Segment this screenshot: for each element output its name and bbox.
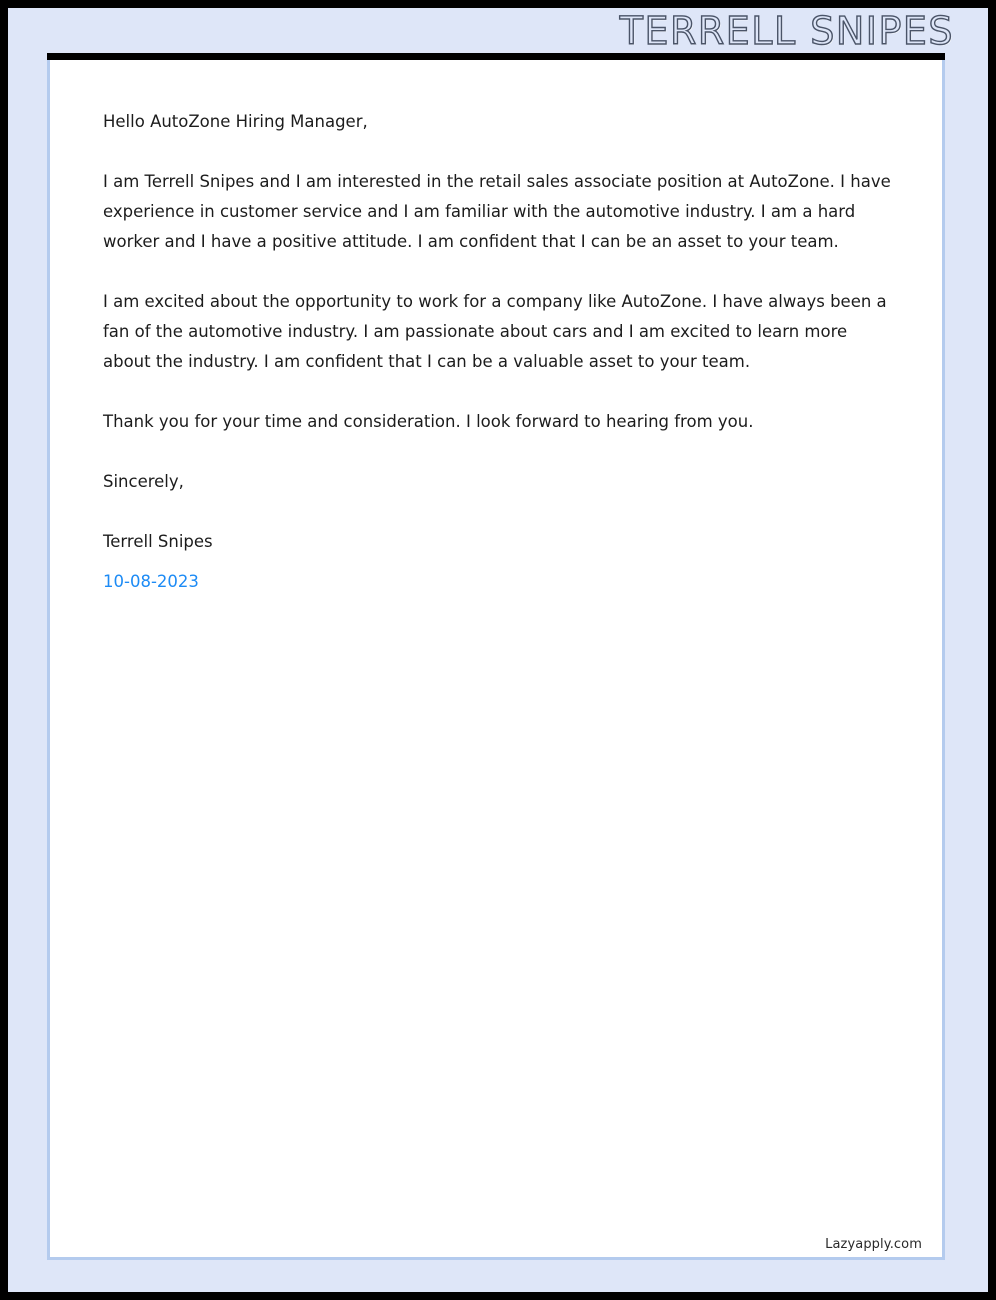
- letter-paragraph-2: I am excited about the opportunity to work for a company like AutoZone. I have always been a fan of the automotive industry. I am passionate about cars and I am excited to learn more about the industry. I am confident that I can be a valuable asset to your team.: [103, 292, 887, 371]
- letter-paragraph-1: I am Terrell Snipes and I am interested in the retail sales associate position at AutoZone. I have experience in customer service and I am familiar with the automotive industry. I am a hard worker and I have a positive attitude. I am confident that I can be an asset to your team.: [103, 172, 891, 251]
- letter-date: 10-08-2023: [103, 572, 199, 591]
- header-divider-rule: [47, 53, 945, 60]
- letterhead-name: TERRELL SNIPES: [619, 8, 954, 53]
- letter-salutation: Hello AutoZone Hiring Manager,: [103, 112, 368, 131]
- letter-closing: Sincerely,: [103, 472, 184, 491]
- letter-signature-name: Terrell Snipes: [103, 532, 213, 551]
- letter-sheet: [47, 60, 945, 1260]
- footer-brand-label: Lazyapply.com: [825, 1237, 922, 1252]
- letter-body: [50, 60, 942, 597]
- page-canvas: [8, 8, 988, 1292]
- letter-paragraph-3: Thank you for your time and consideration. I look forward to hearing from you.: [103, 412, 754, 431]
- letterhead: [8, 8, 988, 53]
